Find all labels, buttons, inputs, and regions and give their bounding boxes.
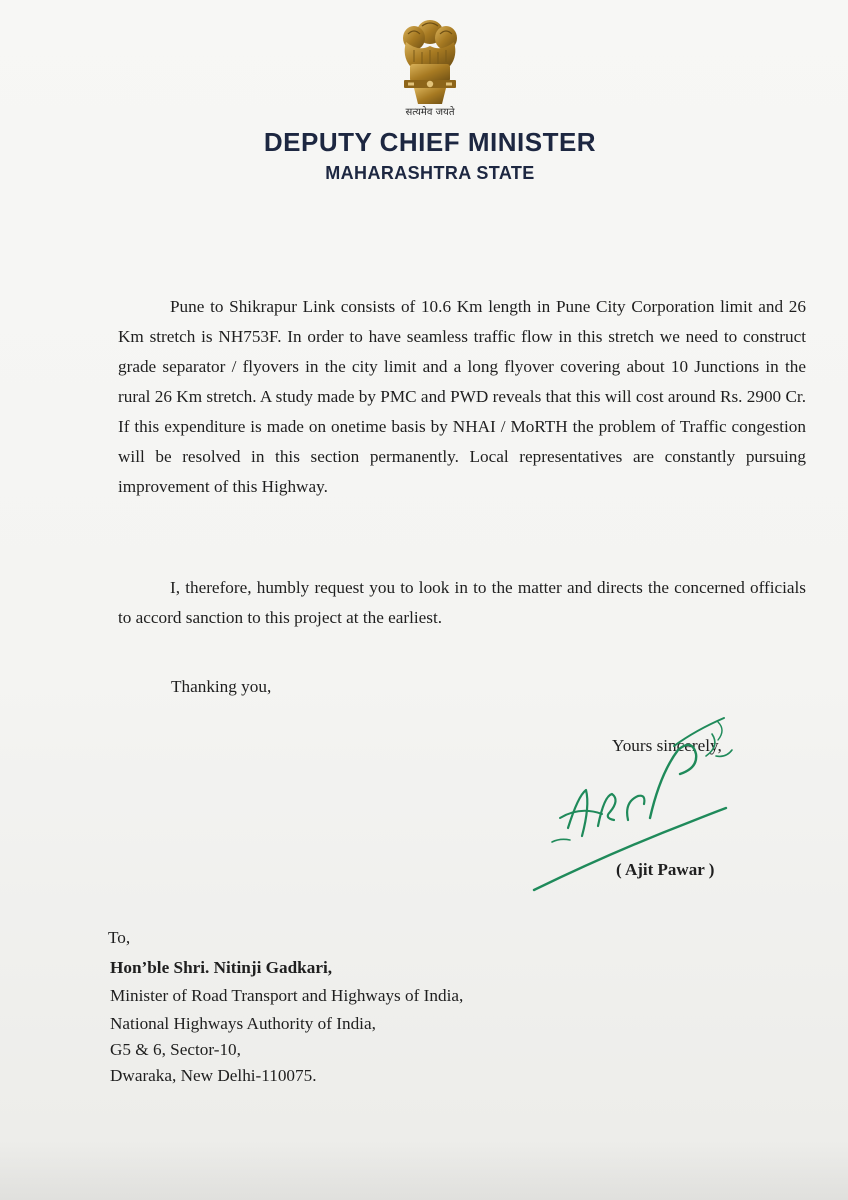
recipient-address-line: Minister of Road Transport and Highways of India,	[110, 986, 464, 1005]
office-subtitle: MAHARASHTRA STATE	[325, 163, 535, 183]
office-title: DEPUTY CHIEF MINISTER	[263, 127, 597, 157]
recipient-address-line: National Highways Authority of India,	[110, 1014, 376, 1033]
recipient-address-line: G5 & 6, Sector-10,	[110, 1040, 241, 1059]
page-shadow	[0, 1140, 848, 1200]
recipient-name: Hon’ble Shri. Nitinji Gadkari,	[110, 958, 333, 977]
thanking-line: Thanking you,	[171, 677, 272, 696]
national-motto: सत्यमेव जयते	[405, 107, 455, 118]
recipient-address-line: Dwaraka, New Delhi-110075.	[110, 1066, 317, 1085]
closing-line: Yours sincerely,	[612, 736, 722, 755]
to-label: To,	[108, 928, 131, 947]
signatory-name: ( Ajit Pawar )	[616, 860, 715, 879]
body-paragraph-1: Pune to Shikrapur Link consists of 10.6 Km length in Pune City Corporation limit and 26 Km stretch is NH753F. In order to have seamless traffic flow in this stretch we need to construct grade separator / flyovers in the city limit and a long flyover covering about 10 Junctions in the rural 26 Km stretch. A study made by PMC and PWD reveals that this will cost around Rs. 2900 Cr. If this expenditure is made on onetime basis by NHAI / MoRTH the problem of Traffic congestion will be resolved in this section permanently. Local representatives are constantly pursuing improvement of this Highway.	[118, 297, 806, 496]
body-paragraph-2: I, therefore, humbly request you to look in to the matter and directs the concerned officials to accord sanction to this project at the earliest.	[118, 578, 806, 627]
